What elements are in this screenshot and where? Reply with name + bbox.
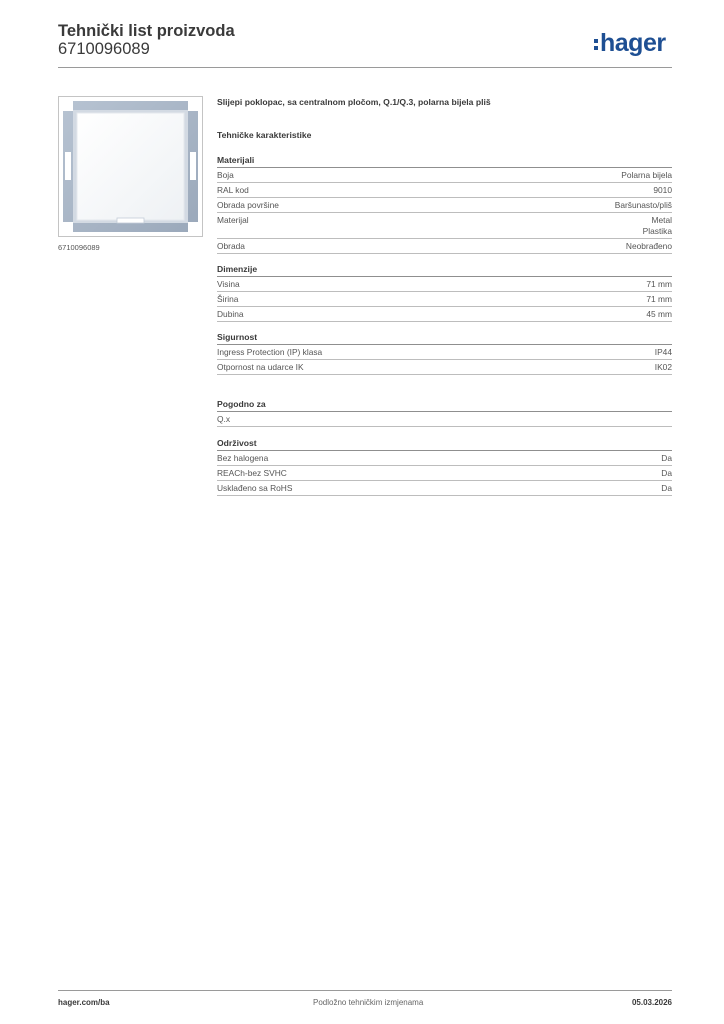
spec-value-multi: [643, 215, 672, 237]
spec-label: Širina: [217, 294, 239, 304]
spec-value: Da: [661, 468, 672, 478]
spec-value: IK02: [654, 362, 672, 372]
section-dimensions: [217, 263, 672, 322]
spec-value: Polarna bijela: [621, 170, 672, 180]
spec-label: REACh-bez SVHC: [217, 468, 287, 478]
section-sustainability: [217, 437, 672, 496]
section-suitable-for: [217, 398, 672, 427]
spec-label: Obrada: [217, 241, 245, 251]
spec-row-ral-code: [217, 183, 672, 198]
spec-row-width: [217, 292, 672, 307]
footer-divider: [58, 990, 672, 991]
product-description: Slijepi poklopac, sa centralnom pločom, Q.1/Q.3, polarna bijela pliš: [217, 97, 491, 107]
section-title: Materijali: [217, 154, 672, 168]
spec-value: Metal: [651, 215, 672, 225]
spec-row-treatment: [217, 239, 672, 254]
section-title: Sigurnost: [217, 331, 672, 345]
footer-website-link[interactable]: hager.com/ba: [58, 998, 110, 1007]
spec-row-rohs: [217, 481, 672, 496]
spec-label: Otpornost na udarce IK: [217, 362, 304, 372]
spec-label: Dubina: [217, 309, 244, 319]
spec-row-material: [217, 213, 672, 239]
spec-row-depth: [217, 307, 672, 322]
spec-label: Visina: [217, 279, 240, 289]
product-image-frame: [58, 96, 203, 237]
spec-label: Obrada površine: [217, 200, 279, 210]
spec-value: Da: [661, 453, 672, 463]
section-title: Održivost: [217, 437, 672, 451]
spec-value: Neobrađeno: [625, 241, 672, 251]
spec-row-surface-finish: [217, 198, 672, 213]
spec-label: Usklađeno sa RoHS: [217, 483, 293, 493]
footer-date: 05.03.2026: [631, 998, 672, 1007]
product-code: 6710096089: [58, 40, 150, 58]
spec-label: Q.x: [217, 414, 231, 424]
spec-value: IP44: [654, 347, 672, 357]
spec-value: 9010: [653, 185, 672, 195]
spec-label: Bez halogena: [217, 453, 269, 463]
hager-logo: [594, 30, 666, 56]
spec-row-color: [217, 168, 672, 183]
spec-label: Ingress Protection (IP) klasa: [217, 347, 323, 357]
document-title: Tehnički list proizvoda: [58, 22, 235, 40]
spec-value: 71 mm: [646, 294, 672, 304]
spec-label: RAL kod: [217, 185, 249, 195]
logo-colon-icon: [594, 39, 598, 50]
header-divider: [58, 67, 672, 68]
blank-cover-plate-image: [59, 97, 202, 236]
section-materials: [217, 154, 672, 254]
logo-text: hager: [600, 28, 666, 57]
spec-row-ik-rating: [217, 360, 672, 375]
image-caption: 6710096089: [58, 243, 100, 252]
spec-row-ip-class: [217, 345, 672, 360]
spec-label: Boja: [217, 170, 234, 180]
spec-value: 71 mm: [646, 279, 672, 289]
spec-row-height: [217, 277, 672, 292]
spec-label: Materijal: [217, 215, 249, 225]
footer-notice: Podložno tehničkim izmjenama: [313, 998, 424, 1007]
tech-characteristics-heading: Tehničke karakteristike: [217, 130, 312, 140]
spec-row-reach: [217, 466, 672, 481]
spec-value: Plastika: [642, 226, 672, 236]
spec-value: 45 mm: [646, 309, 672, 319]
spec-row-halogen-free: [217, 451, 672, 466]
section-safety: [217, 331, 672, 375]
section-title: Dimenzije: [217, 263, 672, 277]
section-title: Pogodno za: [217, 398, 672, 412]
spec-row-suitable: [217, 412, 672, 427]
spec-value: Baršunasto/pliš: [614, 200, 672, 210]
spec-value: Da: [661, 483, 672, 493]
